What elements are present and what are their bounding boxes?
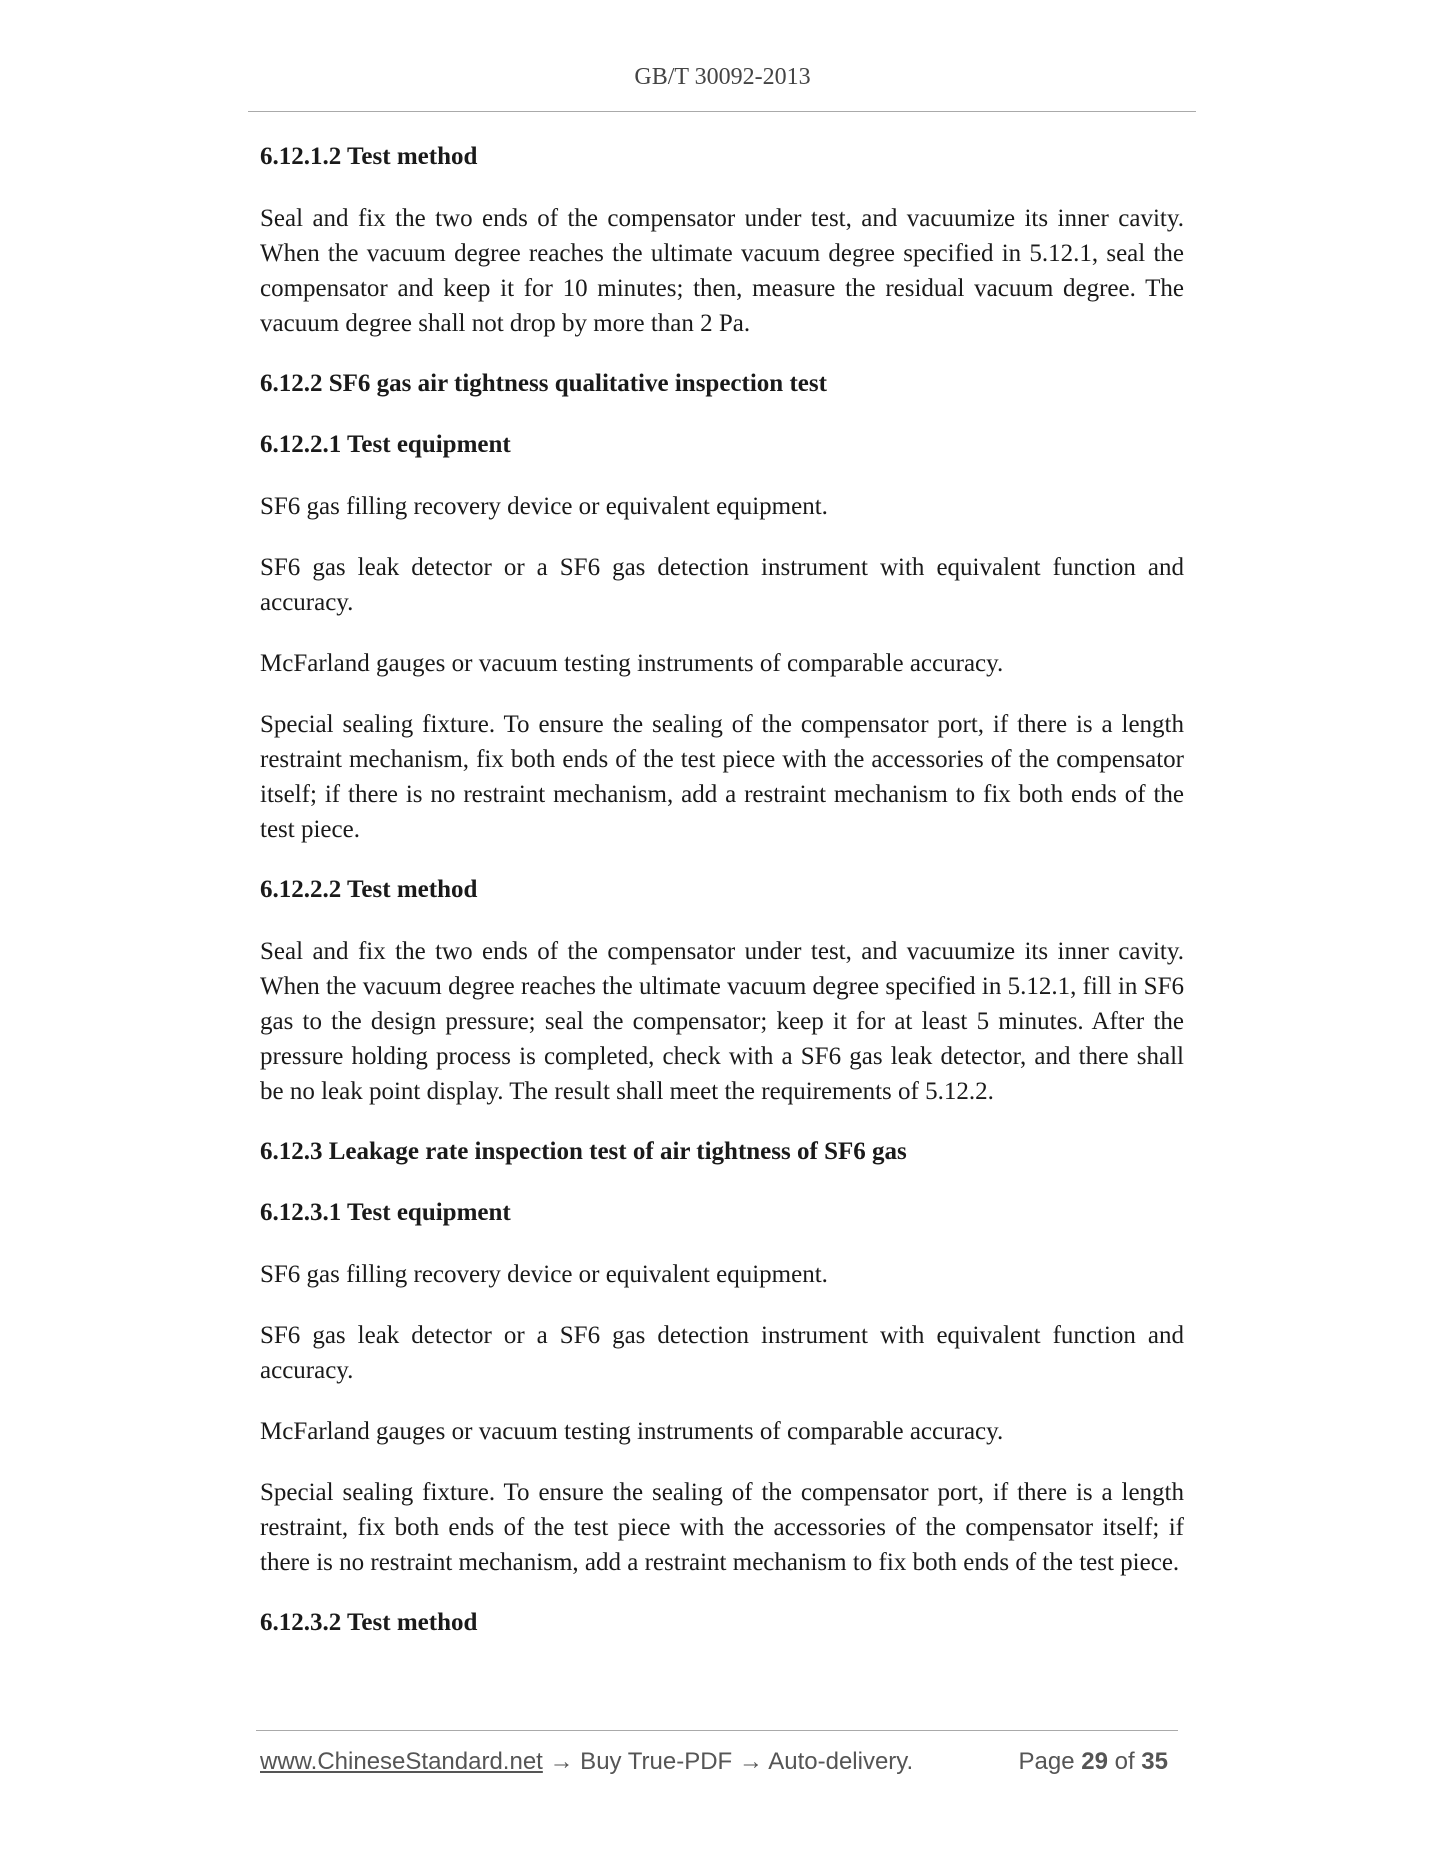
page-header-doc-id: GB/T 30092-2013 (634, 64, 811, 90)
section-heading-6-12-2-2: 6.12.2.2 Test method (260, 876, 478, 903)
section-heading-6-12-1-2: 6.12.1.2 Test method (260, 143, 478, 170)
paragraph: SF6 gas filling recovery device or equivalent equipment. (260, 1261, 828, 1288)
paragraph: Seal and fix the two ends of the compensator under test, and vacuumize its inner cavity. When the vacuum degree reaches the ultimate vacuum degree specified in 5.12.1, seal the compensator and keep it for 10 minutes; then, measure the residual vacuum degree. The vacuum degree shall not drop by more than 2 Pa. (260, 205, 1184, 337)
page-label: Page (1018, 1748, 1075, 1775)
section-heading-6-12-3: 6.12.3 Leakage rate inspection test of air tightness of SF6 gas (260, 1138, 907, 1165)
footer-promo-text: → Buy True-PDF → Auto-delivery. (542, 1748, 914, 1775)
page-indicator (1019, 1748, 1169, 1776)
page-of-label: of (1114, 1748, 1135, 1775)
paragraph: SF6 gas leak detector or a SF6 gas detection instrument with equivalent function and accuracy. (260, 1322, 1184, 1384)
footer-promo (260, 1748, 913, 1776)
footer-divider (256, 1730, 1178, 1731)
header-divider (248, 111, 1196, 112)
section-heading-6-12-2: 6.12.2 SF6 gas air tightness qualitative inspection test (260, 370, 827, 397)
paragraph: McFarland gauges or vacuum testing instruments of comparable accuracy. (260, 650, 1004, 677)
paragraph: SF6 gas filling recovery device or equivalent equipment. (260, 493, 828, 520)
paragraph: Special sealing fixture. To ensure the sealing of the compensator port, if there is a length restraint mechanism, fix both ends of the test piece with the accessories of the compensator itself; if there is no restraint mechanism, add a restraint mechanism to fix both ends of the test piece. (260, 711, 1184, 843)
page-total: 35 (1141, 1748, 1168, 1775)
section-heading-6-12-3-1: 6.12.3.1 Test equipment (260, 1199, 511, 1226)
section-heading-6-12-2-1: 6.12.2.1 Test equipment (260, 431, 511, 458)
paragraph: Special sealing fixture. To ensure the sealing of the compensator port, if there is a length restraint, fix both ends of the test piece with the accessories of the compensator itself; if there is no restraint mechanism, add a restraint mechanism to fix both ends of the test piece. (260, 1479, 1184, 1576)
document-body (260, 140, 1184, 1667)
paragraph: SF6 gas leak detector or a SF6 gas detection instrument with equivalent function and accuracy. (260, 554, 1184, 616)
page-current: 29 (1081, 1748, 1108, 1775)
paragraph: McFarland gauges or vacuum testing instruments of comparable accuracy. (260, 1418, 1004, 1445)
paragraph: Seal and fix the two ends of the compensator under test, and vacuumize its inner cavity. When the vacuum degree reaches the ultimate vacuum degree specified in 5.12.1, fill in SF6 gas to the design pressure; seal the compensator; keep it for at least 5 minutes. After the pressure holding process is completed, check with a SF6 gas leak detector, and there shall be no leak point display. The result shall meet the requirements of 5.12.2. (260, 938, 1184, 1105)
section-heading-6-12-3-2: 6.12.3.2 Test method (260, 1609, 478, 1636)
site-link[interactable]: www.ChineseStandard.net (260, 1748, 543, 1775)
